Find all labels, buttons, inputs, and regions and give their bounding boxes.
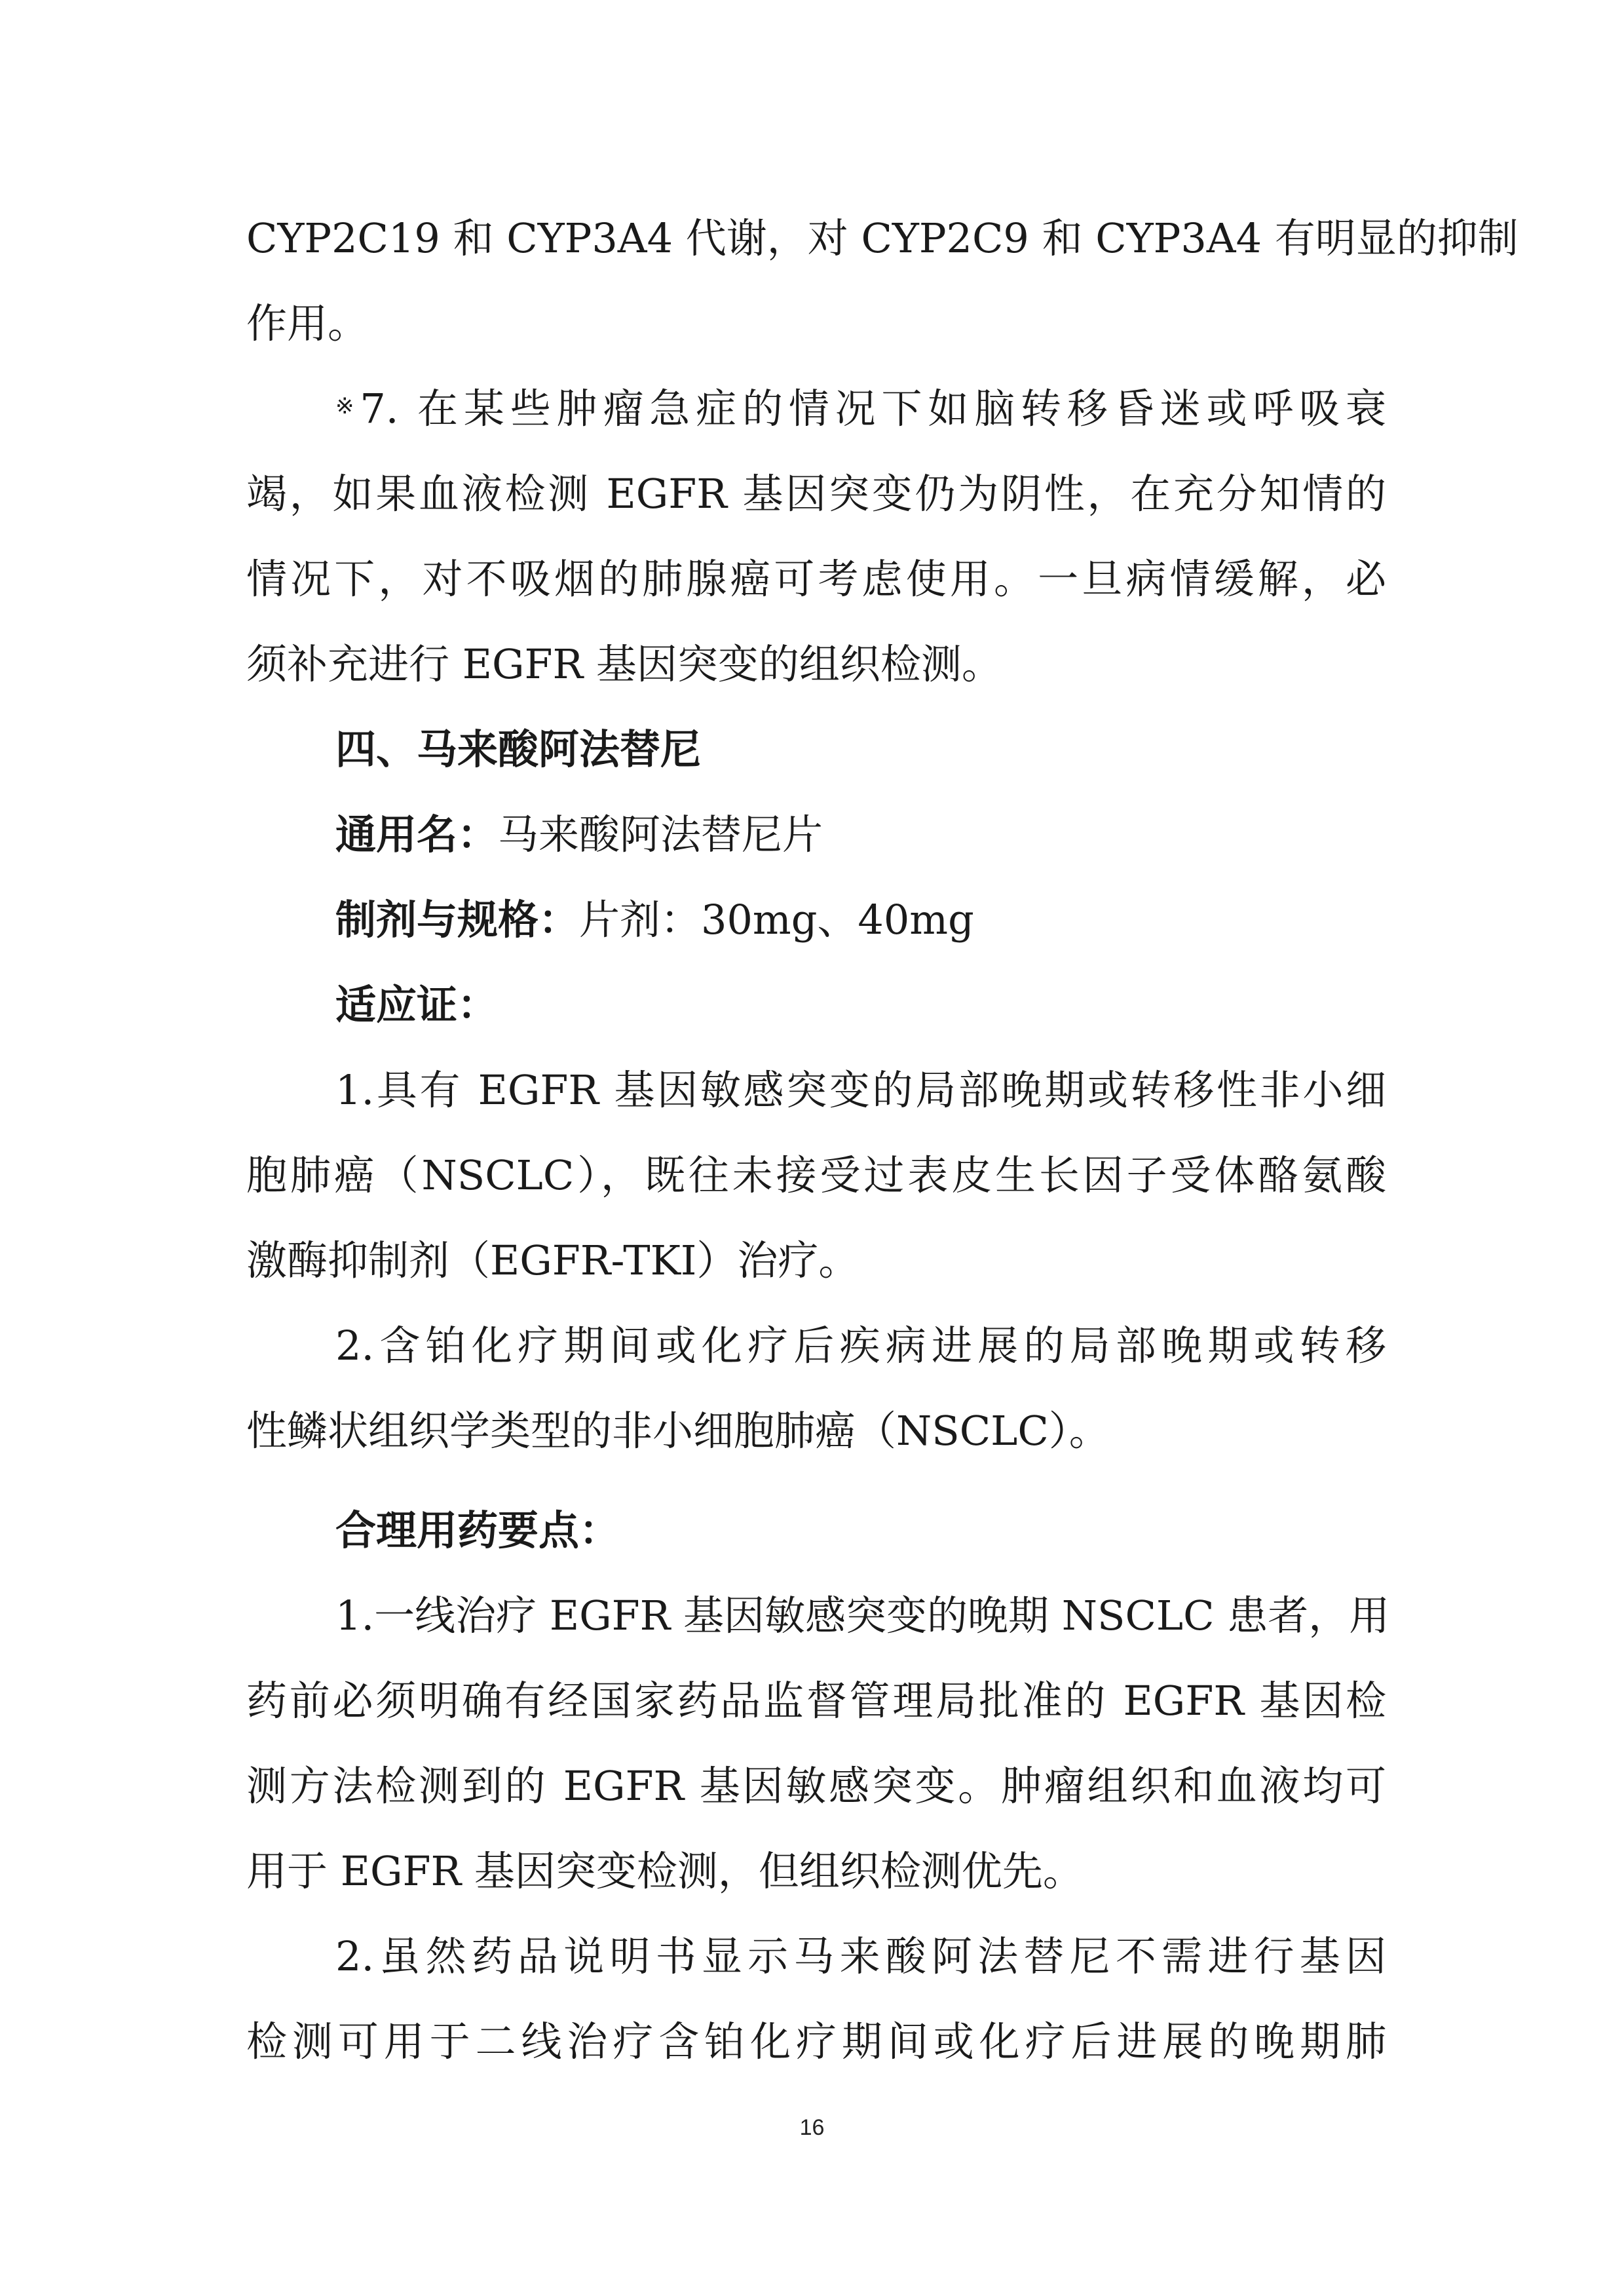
- text-line: 竭，如果血液检测 EGFR 基因突变仍为阴性，在充分知情的: [246, 470, 1386, 518]
- text-line: 检测可用于二线治疗含铂化疗期间或化疗后进展的晚期肺: [246, 2018, 1386, 2065]
- text-line: 情况下，对不吸烟的肺腺癌可考虑使用。一旦病情缓解，必: [246, 555, 1386, 603]
- text-line: 1.一线治疗 EGFR 基因敏感突变的晚期 NSCLC 患者，用: [335, 1592, 1390, 1639]
- generic-name-line: [335, 809, 1386, 861]
- indications-label: 适应证：: [335, 981, 499, 1029]
- text-line: 用于 EGFR 基因突变检测，但组织检测优先。: [246, 1847, 1084, 1895]
- spec-line: [335, 894, 1386, 946]
- text-line: 药前必须明确有经国家药品监督管理局批准的 EGFR 基因检: [246, 1677, 1386, 1725]
- text-span: 7. 在某些肿瘤急症的情况下如脑转移昏迷或呼吸衰: [360, 385, 1386, 432]
- page-number: 16: [799, 2115, 825, 2140]
- text-line: 2.含铂化疗期间或化疗后疾病进展的局部晚期或转移: [335, 1322, 1386, 1369]
- text-line: 须补充进行 EGFR 基因突变的组织检测。: [246, 640, 1002, 688]
- text-line: 性鳞状组织学类型的非小细胞肺癌（NSCLC）。: [246, 1407, 1110, 1455]
- field-value: 片剂：30mg、40mg: [579, 896, 974, 944]
- field-value: 马来酸阿法替尼片: [498, 811, 823, 858]
- text-line: CYP2C19 和 CYP3A4 代谢，对 CYP2C9 和 CYP3A4 有明显的抑制: [246, 214, 1519, 262]
- text-line: [335, 383, 1386, 435]
- field-label: 通用名：: [335, 811, 499, 858]
- reference-mark: ※: [335, 393, 360, 419]
- field-label: 制剂与规格：: [335, 896, 580, 944]
- section-heading: 四、马来酸阿法替尼: [335, 725, 702, 773]
- text-line: 2.虽然药品说明书显示马来酸阿法替尼不需进行基因: [335, 1932, 1386, 1980]
- text-line: 胞肺癌（NSCLC），既往未接受过表皮生长因子受体酪氨酸: [246, 1151, 1386, 1199]
- text-line: 作用。: [246, 299, 369, 347]
- text-line: 测方法检测到的 EGFR 基因敏感突变。肿瘤组织和血液均可: [246, 1762, 1386, 1810]
- text-line: 激酶抑制剂（EGFR-TKI）治疗。: [246, 1236, 859, 1284]
- text-line: 1.具有 EGFR 基因敏感突变的局部晚期或转移性非小细: [335, 1066, 1386, 1114]
- rational-use-label: 合理用药要点：: [335, 1506, 620, 1554]
